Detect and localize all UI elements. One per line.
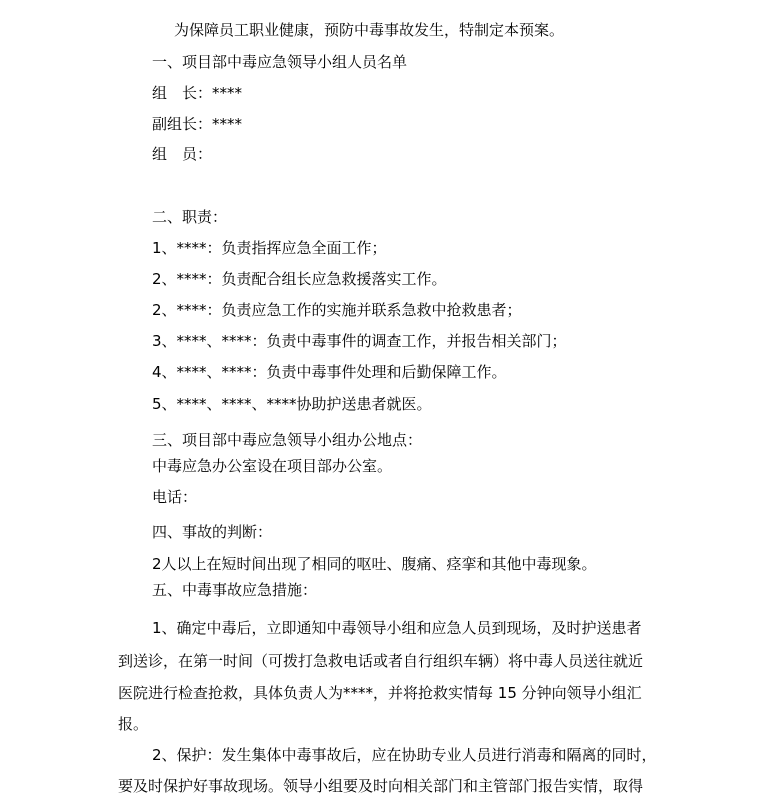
duty-item: 4、****、****：负责中毒事件处理和后勤保障工作。 <box>152 363 507 381</box>
section4-heading: 四、事故的判断： <box>152 523 273 541</box>
intro-text: 为保障员工职业健康，预防中毒事故发生，特制定本预案。 <box>174 21 565 39</box>
duty-item: 1、****：负责指挥应急全面工作； <box>152 239 387 257</box>
members-line: 组 员： <box>152 145 213 163</box>
section3-heading: 三、项目部中毒应急领导小组办公地点： <box>152 431 423 449</box>
duty-item: 2、****：负责配合组长应急救援落实工作。 <box>152 270 447 288</box>
measure1-line: 到送诊，在第一时间（可拨打急救电话或者自行组织车辆）将中毒人员送往就近 <box>118 652 644 670</box>
measure1-line: 1、确定中毒后，立即通知中毒领导小组和应急人员到现场，及时护送患者 <box>152 619 642 637</box>
measure1-line: 报。 <box>118 715 149 733</box>
section5-heading: 五、中毒事故应急措施： <box>152 581 318 599</box>
duty-item: 3、****、****：负责中毒事件的调查工作，并报告相关部门； <box>152 332 567 350</box>
office-location: 中毒应急办公室设在项目部办公室。 <box>152 457 393 475</box>
measure1-line: 医院进行检查抢救，具体负责人为****，并将抢救实情每 15 分钟向领导小组汇 <box>118 684 642 702</box>
leader-line: 组 长：**** <box>152 84 243 102</box>
measure2-line: 2、保护：发生集体中毒事故后，应在协助专业人员进行消毒和隔离的同时， <box>152 746 657 764</box>
phone-line: 电话： <box>152 488 198 506</box>
section1-heading: 一、项目部中毒应急领导小组人员名单 <box>152 53 408 71</box>
judgment-text: 2人以上在短时间出现了相同的呕吐、腹痛、痉挛和其他中毒现象。 <box>152 555 597 573</box>
section2-heading: 二、职责： <box>152 208 228 226</box>
measure2-line: 要及时保护好事故现场。领导小组要及时向相关部门和主管部门报告实情，取得 <box>118 777 644 795</box>
duty-item: 2、****：负责应急工作的实施并联系急救中抢救患者； <box>152 301 522 319</box>
deputy-line: 副组长：**** <box>152 115 243 133</box>
duty-item: 5、****、****、****协助护送患者就医。 <box>152 395 432 413</box>
